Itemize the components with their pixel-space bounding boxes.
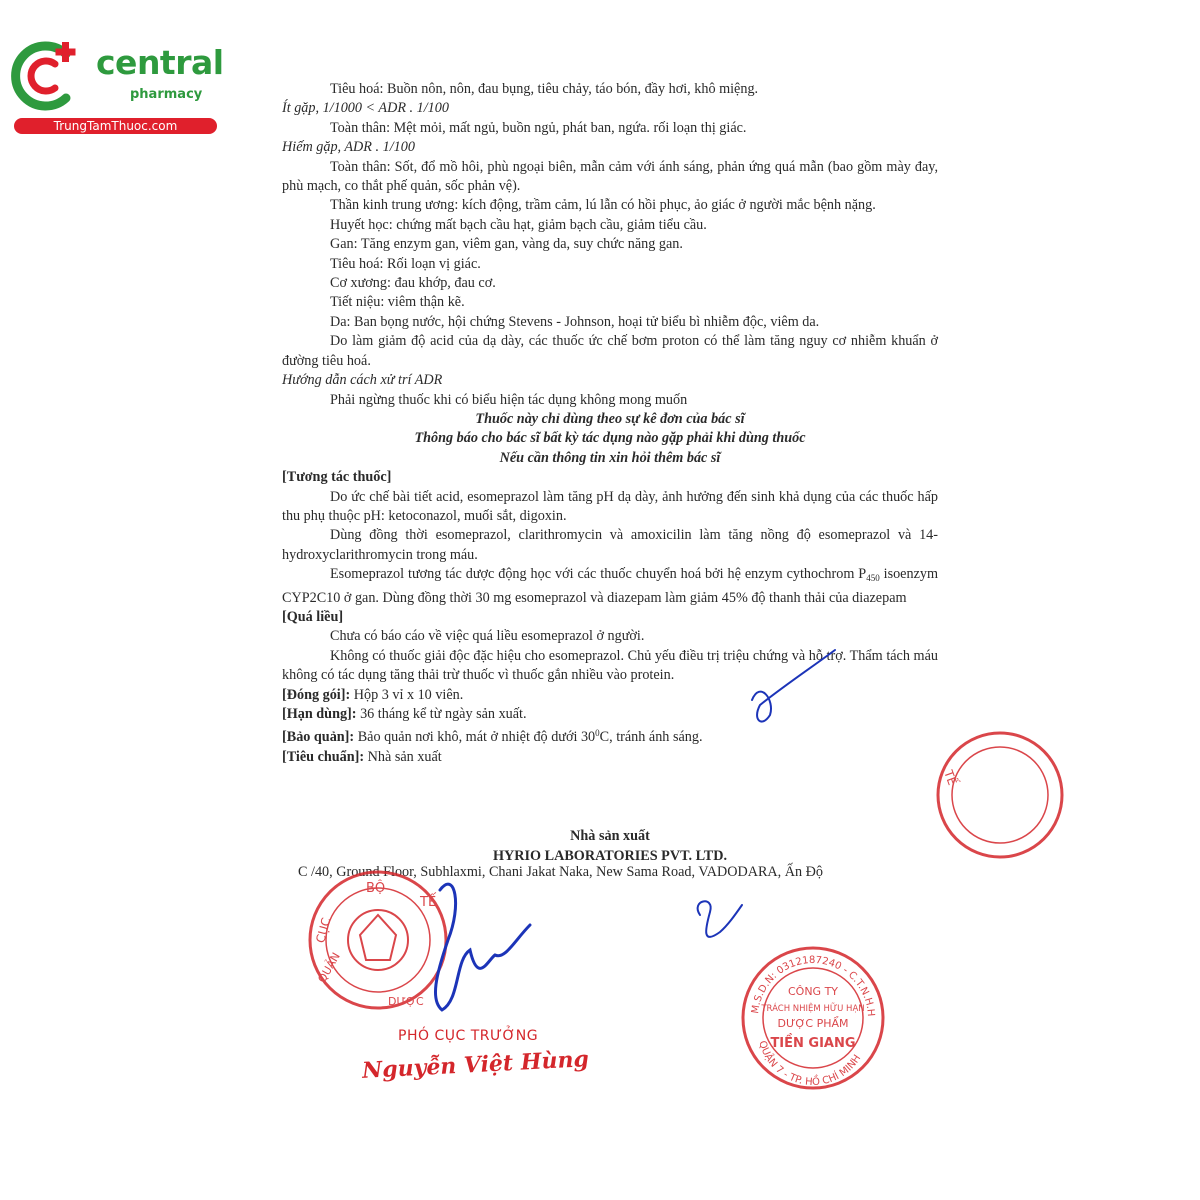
signer-title: PHÓ CỤC TRƯỞNG (398, 1028, 539, 1044)
rare-header: Hiếm gặp, ADR . 1/100 (282, 139, 415, 156)
rare-cns: Thần kinh trung ương: kích động, trầm cảm, lú lẫn có hồi phục, ảo giác ở người mắc bệnh nặng. (330, 197, 876, 214)
company-stamp-l1: CÔNG TY (787, 985, 839, 998)
rare-liver: Gan: Tăng enzym gan, viêm gan, vàng da, suy chức năng gan. (330, 236, 683, 253)
warning-report: Thông báo cho bác sĩ bất kỳ tác dụng nào gặp phải khi dùng thuốc (414, 430, 806, 447)
overdose-p1: Chưa có báo cáo về việc quá liều esomeprazol ở người. (330, 628, 645, 645)
packaging-label: [Đóng gói]: (282, 686, 351, 703)
logo-mark-icon (8, 36, 88, 116)
interactions-p1: Do ức chế bài tiết acid, esomeprazol làm tăng pH dạ dày, ảnh hưởng đến sinh khả dụng của các thuốc hấp thu phụ thuộc pH: ketoconazol, muối sắt, digoxin. (282, 488, 938, 524)
interactions-p3-sub: 450 (866, 573, 880, 584)
ministry-stamp (310, 872, 446, 1008)
standard-label: [Tiêu chuẩn]: (282, 748, 365, 765)
company-stamp-l4: TIỀN GIANG (770, 1036, 856, 1051)
shelf-life-label: [Hạn dùng]: (282, 706, 357, 722)
manufacturer-label: Nhà sản xuất (570, 828, 650, 844)
standard-value: Nhà sản xuất (364, 748, 442, 765)
interactions-p3-b: isoenzym CYP2C10 ở gan. Dùng đồng thời 30 mg esomeprazol và diazepam làm giảm 45% độ thanh thải của diazepam (282, 566, 938, 606)
company-stamp-ring: M.S.D.N: 0312187240 - C.T.N.H.H (750, 954, 877, 1017)
uncommon-whole-body: Toàn thân: Mệt mỏi, mất ngủ, buồn ngủ, phát ban, ngứa. rối loạn thị giác. (330, 119, 747, 136)
interactions-p3-a: Esomeprazol tương tác dược động học với các thuốc chuyển hoá bởi hệ enzym cythochrom P (330, 566, 867, 583)
edge-stamp-te: TẾ (941, 768, 960, 788)
interactions-title: [Tương tác thuốc] (282, 469, 392, 486)
company-stamp-l3: DƯỢC PHẨM (777, 1017, 849, 1030)
ministry-stamp-cuc: CỤC (313, 916, 334, 945)
warning-ask-doctor: Nếu cần thông tin xin hỏi thêm bác sĩ (499, 449, 721, 466)
company-stamp (743, 948, 883, 1088)
brand-url: TrungTamThuoc.com (14, 118, 217, 134)
storage-label: [Bảo quản]: (282, 729, 355, 746)
rare-skin: Da: Ban bọng nước, hội chứng Stevens - Johnson, hoại tử biểu bì nhiễm độc, viêm da. (330, 313, 820, 330)
storage-line (282, 724, 938, 747)
overdose-title: [Quá liều] (282, 608, 344, 625)
ministry-stamp-te: TẾ (420, 895, 437, 910)
ministry-stamp-quan: QUẢN (315, 950, 343, 985)
signature-company (698, 901, 742, 937)
manufacturer-name: HYRIO LABORATORIES PVT. LTD. (492, 848, 727, 864)
packaging-value: Hộp 3 vỉ x 10 viên. (350, 686, 464, 703)
acid-note: Do làm giảm độ acid của dạ dày, các thuốc ức chế bơm proton có thể làm tăng nguy cơ nhiễm khuẩn ở đường tiêu hoá. (282, 333, 938, 369)
company-stamp-ring2: QUẬN 7 - TP. HỒ CHÍ MINH (756, 1039, 864, 1089)
rare-urinary: Tiết niệu: viêm thận kẽ. (330, 294, 465, 311)
packaging-line (282, 686, 938, 705)
warning-prescription: Thuốc này chỉ dùng theo sự kê đơn của bác sĩ (475, 410, 745, 427)
company-stamp-l2: TRÁCH NHIỆM HỮU HẠN (761, 1004, 865, 1014)
edge-stamp (938, 733, 1062, 857)
shelf-life-line (282, 705, 938, 724)
ministry-stamp-top: BỘ (366, 881, 386, 896)
standard-line (282, 748, 938, 767)
uncommon-header: Ít gặp, 1/1000 < ADR . 1/100 (282, 100, 449, 117)
svg-text:QUẬN 7 - TP. HỒ CHÍ MINH (756, 1040, 863, 1089)
rare-whole-body: Toàn thân: Sốt, đổ mồ hôi, phù ngoại biên, mẫn cảm với ánh sáng, phản ứng quá mẫn (bao gồm mày đay, phù mạch, co thắt phế quản, sốc phản vệ). (282, 158, 938, 195)
brand-logo (8, 36, 223, 138)
adverse-digestive-common: Tiêu hoá: Buồn nôn, nôn, đau bụng, tiêu chảy, táo bón, đầy hơi, khô miệng. (330, 81, 759, 97)
storage-value-a: Bảo quản nơi khô, mát ở nhiệt độ dưới 30 (354, 729, 596, 746)
manufacturer-block (282, 826, 938, 866)
brand-name: central (96, 43, 224, 82)
rare-blood: Huyết học: chứng mất bạch cầu hạt, giảm bạch cầu, giảm tiểu cầu. (330, 216, 707, 233)
adr-guide-text: Phải ngừng thuốc khi có biểu hiện tác dụng không mong muốn (330, 391, 688, 408)
manufacturer-address: C /40, Ground Floor, Subhlaxmi, Chani Jakat Naka, New Sama Road, VADODARA, Ấn Độ (298, 864, 823, 880)
ministry-stamp-duoc: DƯỢC (388, 995, 424, 1008)
storage-value-b: C, tránh ánh sáng. (599, 729, 703, 746)
interactions-p3 (282, 565, 938, 608)
rare-muscle: Cơ xương: đau khớp, đau cơ. (330, 275, 496, 292)
signature-deputy (435, 884, 530, 1010)
shelf-life-value: 36 tháng kể từ ngày sản xuất. (356, 706, 527, 722)
brand-tagline: pharmacy (130, 87, 203, 102)
adr-guide-header: Hướng dẫn cách xử trí ADR (282, 372, 443, 389)
storage-value-sup: 0 (595, 728, 600, 739)
leaflet-body (282, 80, 938, 767)
svg-text:M.S.D.N: 0312187240 - C.T.N.H. (750, 955, 876, 1017)
rare-digestive: Tiêu hoá: Rối loạn vị giác. (330, 255, 481, 272)
overdose-p2: Không có thuốc giải độc đặc hiệu cho esomeprazol. Chủ yếu điều trị triệu chứng và hỗ trợ. Thẩm tách máu không có tác dụng tăng thải trừ thuốc vì thuốc gắn nhiều vào protein. (282, 647, 938, 684)
signer-name: Nguyễn Việt Hùng (361, 1046, 590, 1084)
interactions-p2: Dùng đồng thời esomeprazol, clarithromycin và amoxicilin làm tăng nồng độ esomeprazol và 14- hydroxyclarithromycin trong máu. (282, 527, 938, 563)
